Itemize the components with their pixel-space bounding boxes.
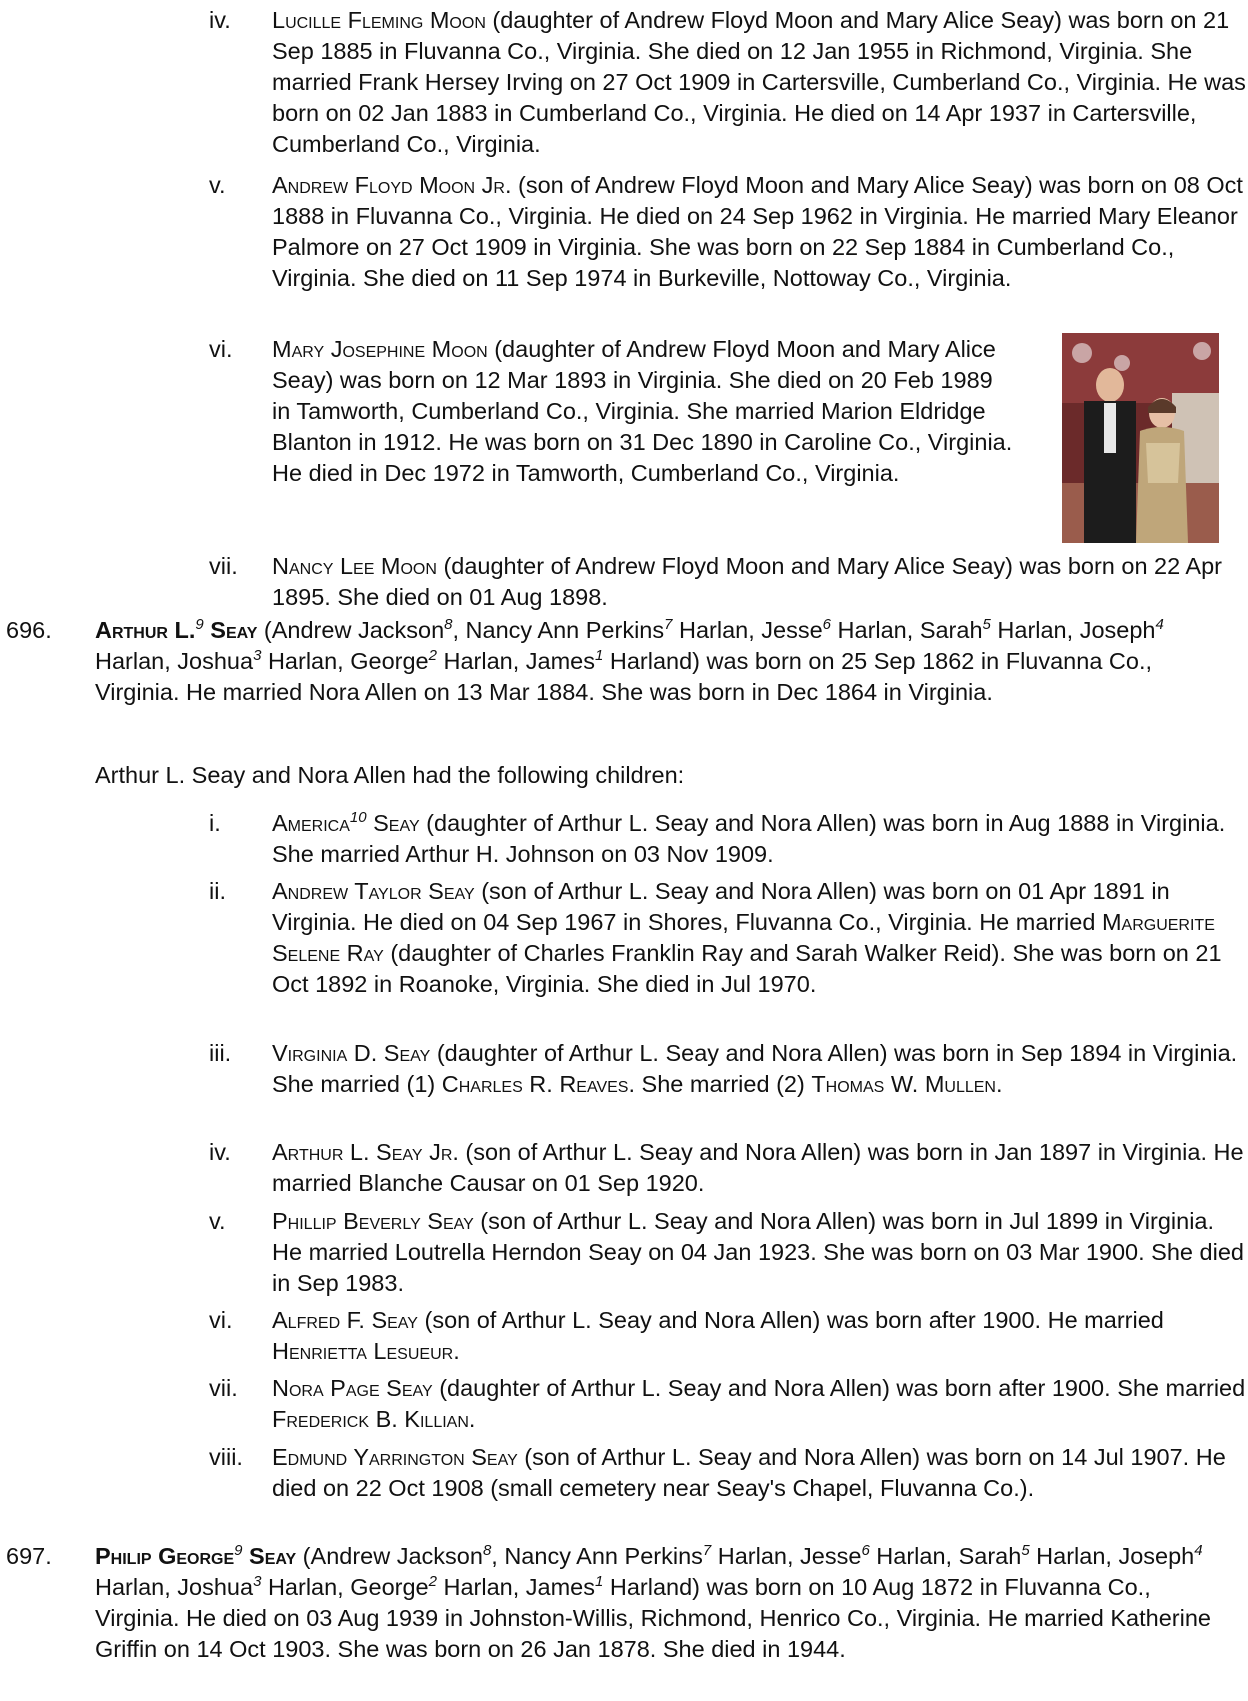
child-name: Nora Page Seay bbox=[272, 1375, 433, 1401]
child-details: (daughter of Arthur L. Seay and Nora Allen) was born after 1900. She married bbox=[432, 1375, 1246, 1401]
lineage-gen: 8 bbox=[444, 616, 453, 634]
child-name: Virginia D. Seay bbox=[272, 1040, 431, 1066]
child-details: (son of Arthur L. Seay and Nora Allen) was born after 1900. He married bbox=[417, 1307, 1164, 1333]
child-number: vii. bbox=[209, 1375, 238, 1401]
entry-text: Arthur L.$^9$ Seay (Andrew Jackson$^8$, Nancy Ann Perkins$^7$ Harlan, Jesse$^6$ Harlan, Sarah$^5$ Harlan, Joseph$^4$ Harlan, Joshua$^3$ Harlan, George$^2$ Harlan, James$^1$ Harland) was born on 25 Sep 1862 in Fluvanna Co., Virginia. He married Nora Allen on 13 Mar 1884. She was born in Dec 1864 in Virginia. bbox=[95, 616, 1164, 705]
child-text bbox=[272, 876, 1247, 1000]
child-name: Alfred F. Seay bbox=[272, 1307, 418, 1333]
lineage-4: Harlan, Sarah bbox=[869, 1543, 1022, 1569]
lineage-5: Harlan, Joseph bbox=[990, 617, 1156, 643]
child-number: viii. bbox=[209, 1444, 243, 1470]
entry-number: 696. bbox=[6, 617, 52, 643]
child-name: Arthur L. Seay Jr. bbox=[272, 1139, 459, 1165]
lineage-gen: 2 bbox=[428, 1573, 437, 1591]
entry-details: ) was born on 10 Aug 1872 in Fluvanna Co., Virginia. He died on 03 Aug 1939 in Johnston-Willis, Richmond, Henrico Co., Virginia. He married Katherine Griffin on 14 Oct 1903. She was born on 26 Jan 1878. She died in 1944. bbox=[95, 1574, 1211, 1662]
child-name: Mary Josephine Moon bbox=[272, 336, 488, 362]
child-text bbox=[272, 1137, 1247, 1199]
child-number: iv. bbox=[209, 7, 231, 33]
children-intro: Arthur L. Seay and Nora Allen had the following children: bbox=[95, 762, 685, 788]
generation-number: 9 bbox=[234, 1542, 243, 1560]
lineage-2: , Nancy Ann Perkins bbox=[452, 617, 665, 643]
lineage-9: Harland bbox=[603, 1574, 693, 1600]
lineage-7: Harlan, George bbox=[261, 1574, 429, 1600]
lineage-8: Harlan, James bbox=[436, 648, 595, 674]
person-name-first: Philip George bbox=[95, 1543, 235, 1569]
lineage-5: Harlan, Joseph bbox=[1029, 1543, 1195, 1569]
child-name: Andrew Taylor Seay bbox=[272, 878, 475, 904]
lineage-2: , Nancy Ann Perkins bbox=[491, 1543, 703, 1569]
child-name: Nancy Lee Moon bbox=[272, 553, 437, 579]
child-number: iv. bbox=[209, 1139, 231, 1165]
lineage-gen: 2 bbox=[428, 647, 437, 665]
lineage-6: Harlan, Joshua bbox=[95, 648, 254, 674]
lineage-3: Harlan, Jesse bbox=[672, 617, 823, 643]
child-details: (son of Andrew Floyd Moon and Mary Alice Seay) was born on 08 Oct 1888 in Fluvanna Co., Virginia. He died on 24 Sep 1962 in Virginia. He married Mary Eleanor Palmore on 27 Oct 1909 in Virginia. She was born on 22 Sep 1884 in Cumberland Co., Virginia. She died on 11 Sep 1974 in Burkeville, Nottoway Co., Virginia. bbox=[272, 172, 1243, 291]
lineage-gen: 8 bbox=[482, 1542, 492, 1560]
photo-image bbox=[1062, 333, 1219, 543]
lineage-gen: 3 bbox=[253, 647, 262, 665]
child-number: v. bbox=[209, 172, 226, 198]
child-text bbox=[272, 1206, 1247, 1299]
lineage-9: Harland bbox=[603, 648, 693, 674]
child-details: (daughter of Andrew Floyd Moon and Mary Alice Seay) was born on 12 Mar 1893 in Virginia. She died on 20 Feb 1989 in Tamworth, Cumberland Co., Virginia. She married Marion Eldridge Blanton in 1912. He was born on 31 Dec 1890 in Caroline Co., Virginia. He died in Dec 1972 in Tamworth, Cumberland Co., Virginia. bbox=[272, 336, 1013, 486]
spouse-name: Marguerite Selene Ray bbox=[272, 909, 1215, 966]
child-details: (son of Arthur L. Seay and Nora Allen) was born on 01 Apr 1891 in Virginia. He died on 04 Sep 1967 in Shores, Fluvanna Co., Virginia. He married bbox=[272, 878, 1170, 935]
lineage-gen: 6 bbox=[822, 616, 831, 634]
child-text bbox=[272, 1305, 1247, 1367]
child-number: v. bbox=[209, 1208, 226, 1234]
child-number: i. bbox=[209, 810, 221, 836]
lineage-gen: 4 bbox=[1194, 1542, 1203, 1560]
child-details-2: . She married (2) bbox=[628, 1071, 812, 1097]
child-details: (daughter of Arthur L. Seay and Nora Allen) was born in Aug 1888 in Virginia. She married Arthur H. Johnson on 03 Nov 1909. bbox=[272, 810, 1226, 867]
lineage-gen: 6 bbox=[861, 1542, 870, 1560]
child-name-last: Seay bbox=[366, 810, 420, 836]
child-text bbox=[272, 5, 1247, 160]
lineage-gen: 4 bbox=[1155, 616, 1164, 634]
child-details-3: . bbox=[995, 1071, 1003, 1097]
person-name-first: Arthur L. bbox=[95, 617, 196, 643]
lineage-gen: 5 bbox=[982, 616, 991, 634]
lineage-gen: 7 bbox=[702, 1542, 712, 1560]
child-details: (daughter of Andrew Floyd Moon and Mary Alice Seay) was born on 21 Sep 1885 in Fluvanna Co., Virginia. She died on 12 Jan 1955 in Richmond, Virginia. She married Frank Hersey Irving on 27 Oct 1909 in Cartersville, Cumberland Co., Virginia. He was born on 02 Jan 1883 in Cumberland Co., Virginia. He died on 14 Apr 1937 in Cartersville, Cumberland Co., Virginia. bbox=[272, 7, 1246, 157]
lineage-3: Harlan, Jesse bbox=[711, 1543, 862, 1569]
lineage-7: Harlan, George bbox=[261, 648, 429, 674]
entry-text: Philip George$^9$ Seay (Andrew Jackson$^8$, Nancy Ann Perkins$^7$ Harlan, Jesse$^6$ Harlan, Sarah$^5$ Harlan, Joseph$^4$ Harlan, Joshua$^3$ Harlan, George$^2$ Harlan, James$^1$ Harland) was born on 10 Aug 1872 in Fluvanna Co., Virginia. He died on 03 Aug 1939 in Johnston-Willis, Richmond, Henrico Co., Virginia. He married Katherine Griffin on 14 Oct 1903. She was born on 26 Jan 1878. She died in 1944. bbox=[95, 1542, 1211, 1662]
person-name-last: Seay bbox=[249, 1543, 297, 1569]
child-text bbox=[272, 808, 1247, 870]
lineage-gen: 3 bbox=[253, 1573, 262, 1591]
child-name: Phillip Beverly Seay bbox=[272, 1208, 474, 1234]
lineage-4: Harlan, Sarah bbox=[831, 617, 983, 643]
child-number: iii. bbox=[209, 1040, 232, 1066]
child-name: Edmund Yarrington Seay bbox=[272, 1444, 518, 1470]
child-details: (son of Arthur L. Seay and Nora Allen) was born in Jul 1899 in Virginia. He married Loutrella Herndon Seay on 04 Jan 1923. She was born on 03 Mar 1900. She died in Sep 1983. bbox=[272, 1208, 1244, 1296]
child-details-2: . bbox=[468, 1406, 476, 1432]
lineage-gen: 1 bbox=[595, 647, 604, 665]
spouse-name-2: Thomas W. Mullen bbox=[811, 1071, 996, 1097]
child-number: vi. bbox=[209, 336, 233, 362]
child-details: (daughter of Arthur L. Seay and Nora Allen) was born in Sep 1894 in Virginia. She married (1) bbox=[272, 1040, 1238, 1097]
spouse-name: Charles R. Reaves bbox=[441, 1071, 629, 1097]
spouse-name: Henrietta Lesueur bbox=[272, 1338, 454, 1364]
lineage-6: Harlan, Joshua bbox=[95, 1574, 254, 1600]
generation-number: 9 bbox=[195, 616, 204, 634]
child-details-2: (daughter of Charles Franklin Ray and Sarah Walker Reid). She was born on 21 Oct 1892 in Roanoke, Virginia. She died in Jul 1970. bbox=[272, 940, 1222, 997]
entry-details: ) was born on 25 Sep 1862 in Fluvanna Co., Virginia. He married Nora Allen on 13 Mar 1884. She was born in Dec 1864 in Virginia. bbox=[95, 648, 1153, 705]
lineage-gen: 7 bbox=[664, 616, 673, 634]
child-name: America bbox=[272, 810, 350, 836]
child-name: Lucille Fleming Moon bbox=[272, 7, 486, 33]
child-details: (daughter of Andrew Floyd Moon and Mary Alice Seay) was born on 22 Apr 1895. She died on 01 Aug 1898. bbox=[272, 553, 1222, 610]
couple-photo bbox=[1062, 333, 1219, 543]
child-text bbox=[272, 334, 1017, 489]
lineage-1: Andrew Jackson bbox=[310, 1543, 483, 1569]
child-text bbox=[272, 1442, 1247, 1504]
lineage-gen: 1 bbox=[595, 1573, 604, 1591]
child-details-2: . bbox=[453, 1338, 460, 1364]
child-details: (son of Arthur L. Seay and Nora Allen) was born on 14 Jul 1907. He died on 22 Oct 1908 (small cemetery near Seay's Chapel, Fluvanna Co.). bbox=[272, 1444, 1226, 1501]
child-number: vi. bbox=[209, 1307, 233, 1333]
person-name-last: Seay bbox=[210, 617, 258, 643]
child-name: Andrew Floyd Moon Jr. bbox=[272, 172, 512, 198]
lineage-8: Harlan, James bbox=[436, 1574, 595, 1600]
spouse-name: Frederick B. Killian bbox=[272, 1406, 469, 1432]
child-text bbox=[272, 1373, 1247, 1435]
entry-number: 697. bbox=[6, 1543, 52, 1569]
lineage-1: Andrew Jackson bbox=[271, 617, 445, 643]
child-text bbox=[272, 1038, 1247, 1100]
child-text bbox=[272, 551, 1247, 613]
lineage-gen: 5 bbox=[1021, 1542, 1030, 1560]
child-number: ii. bbox=[209, 878, 226, 904]
child-text bbox=[272, 170, 1247, 294]
child-details: (son of Arthur L. Seay and Nora Allen) was born in Jan 1897 in Virginia. He married Blanche Causar on 01 Sep 1920. bbox=[272, 1139, 1244, 1196]
generation-number: 10 bbox=[349, 809, 367, 827]
child-number: vii. bbox=[209, 553, 238, 579]
